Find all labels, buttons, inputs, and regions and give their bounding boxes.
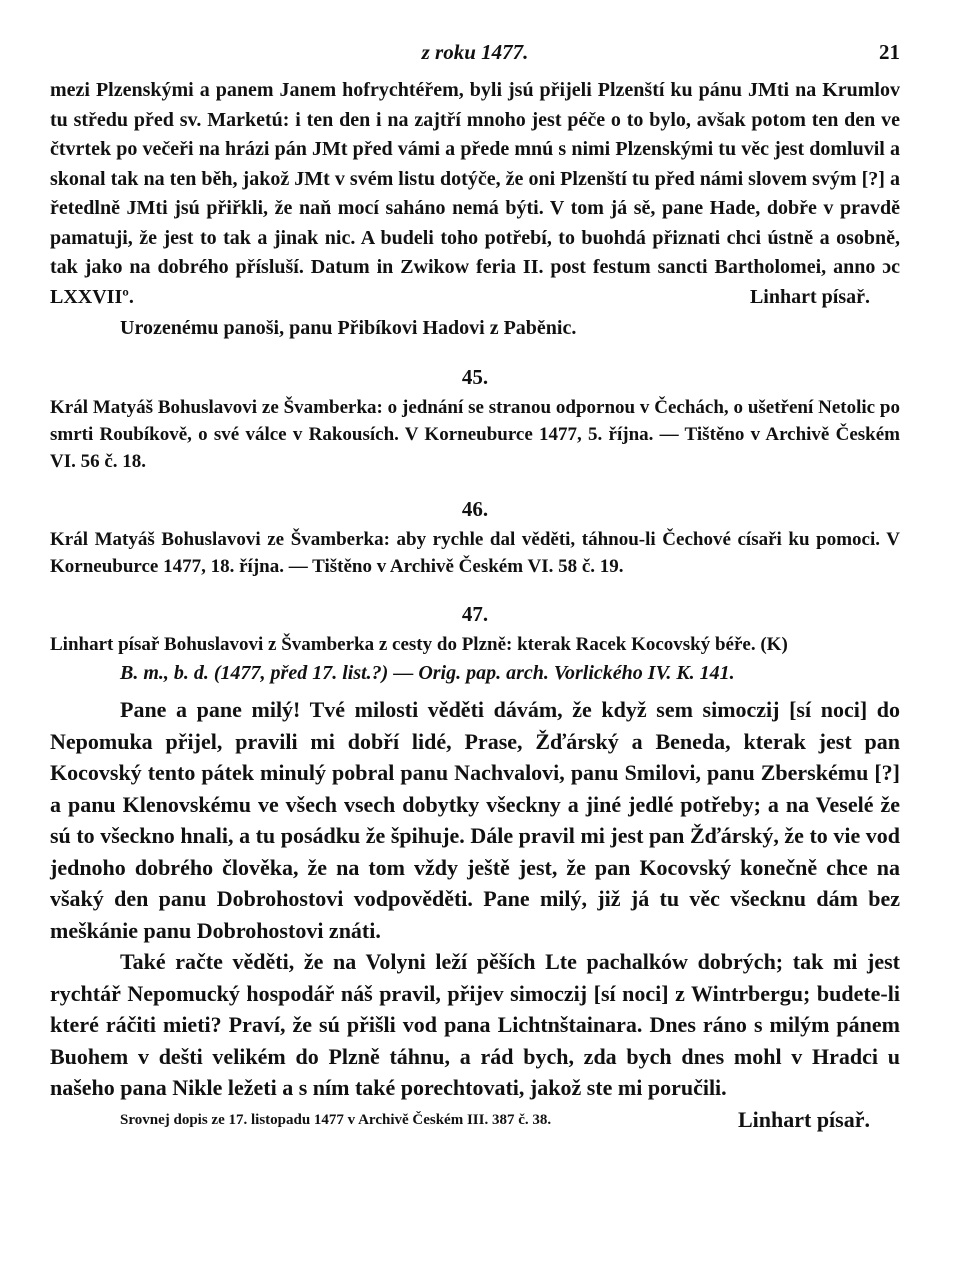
running-head [50, 40, 900, 76]
document-regest-45: Král Matyáš Bohuslavovi ze Švamberka: o jednání se stranou odpornou v Čechách, o ušetření Netolic po smrti Roubíkově, o své válce v Rakousích. V Korneuburce 1477, 5. října. — Tištěno v Archivě Českém VI. 56 č. 18. [50, 397, 900, 472]
document-source-47: B. m., b. d. (1477, před 17. list.?) — Orig. pap. arch. Vorlického IV. K. 141. [120, 662, 735, 684]
letter-address: Urozenému panoši, panu Přibíkovi Hadovi z Paběnic. [120, 317, 577, 339]
continuation-signature: Linhart písař. [749, 285, 870, 308]
document-regest-47: Linhart písař Bohuslavovi z Švamberka z cesty do Plzně: kterak Racek Kocovský béře. (K) [50, 634, 788, 655]
continuation-text: mezi Plzenskými a panem Janem hofrychtéřem, byli jsú přijeli Plzenští ku pánu JMti na Krumlov tu středu před sv. Marketú: i ten den i na zajtří mnoho jest péče o to bylo, avšak potom ten den ve čtvrtek po večeři na hrázi pán JMt před vámi a přede mnú s nimi Plzenskými tu věc jest domluvil a skonal tak na ten běh, jakož JMt v svém listu dotýče, že oni Plzenští tu před námi slovem svým [?] a řetedlně JMti jsú přiřkli, že naň mocí saháno nemá býti. V tom já sě, pane Hade, dobře v pravdě pamatuji, že jest to tak a jinak nic. A budeli toho potřebí, to buohdá přiznati chci ústně a osobně, tak jako na dobrého přísluší. Datum in Zwikow feria II. post festum sancti Bartholomei, anno ɔc LXXVIIº. [50, 79, 900, 308]
running-title: z roku 1477. [421, 40, 529, 64]
document-page [50, 40, 900, 1135]
document-number-45: 45. [461, 365, 489, 389]
letter-signature: Linhart písař. [737, 1106, 870, 1132]
letter-paragraph: Pane a pane milý! Tvé milosti věděti dávám, že když sem simoczij [sí noci] do Nepomuka přijel, pravili mi dobří lidé, Prase, Žďárský a Beneda, kterak jest pan Kocovský tento pátek minulý pobral panu Nachvalovi, panu Smilovi, panu Zberskému [?] a panu Klenovskému ve všech vsech dobytky všeckny a jiné jedlé potřeby; a na Veselé že sú to všeckno hnali, a tu posádku že špihuje. Dále pravil mi jest pan Žďárský, že to vie vod jednoho dobrého člověka, že na tom vždy ještě jest, že pan Kocovský konečně chce na všaký den panu Dobrohostovi vodpověděti. Pane milý, již já tu věc všecknu dám bez meškánie panu Dobrohostovi znáti. [50, 697, 900, 943]
document-number-47: 47. [461, 602, 489, 626]
letter-paragraph-text: Také račte věděti, že na Volyni leží pěších Lte pachalków dobrých; tak mi jest rychtář Nepomucký hospodář náš pravil, přijev simoczij [sí noci] z Wintrbergu; budete-li které ráčiti mieti? Praví, že sú přišli vod pana Lichtnštainara. Dnes ráno s milým pánem Buohem v dešti velikém do Plzně táhnu, a rád bych, zda bych dnes mohl v Hradci u našeho pana Nikle ležeti a s ním také porechtovati, jakož ste mi poručili. [50, 949, 900, 1100]
page-number: 21 [879, 40, 900, 64]
continuation-paragraph [50, 76, 900, 312]
document-regest-46: Král Matyáš Bohuslavovi ze Švamberka: aby rychle dal věděti, táhnou-li Čechové císaři ku pomoci. V Korneuburce 1477, 18. října. — Tištěno v Archivě Českém VI. 58 č. 19. [50, 529, 900, 577]
footnote: Srovnej dopis ze 17. listopadu 1477 v Archivě Českém III. 387 č. 38. [120, 1111, 552, 1128]
document-number-46: 46. [461, 497, 489, 521]
